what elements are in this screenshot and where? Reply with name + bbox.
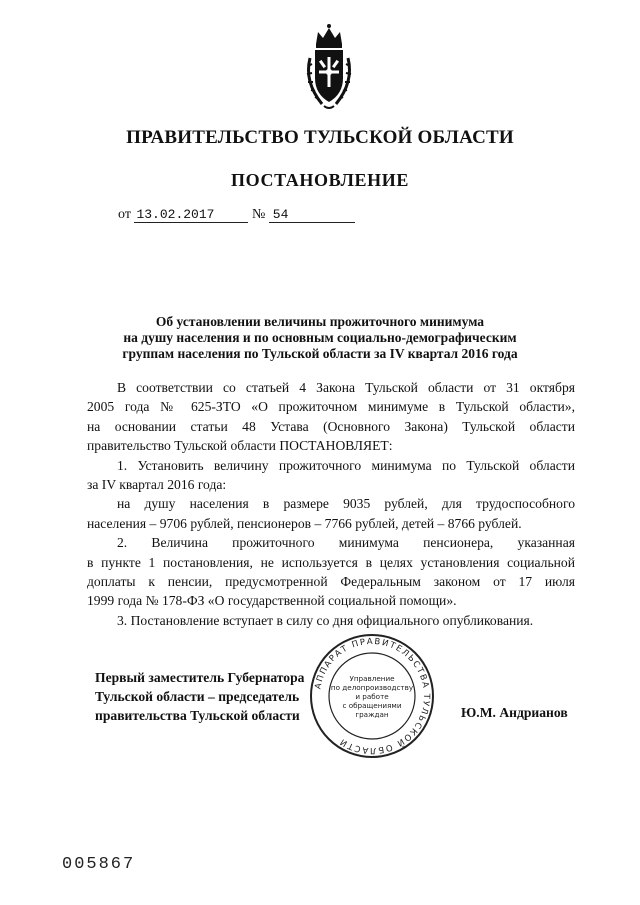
body-line: правительство Тульской области ПОСТАНОВЛЯЕТ:: [87, 438, 393, 454]
coat-of-arms-icon: [302, 22, 356, 110]
body-line: населения – 9706 рублей, пенсионеров – 7766 рублей, детей – 8766 рублей.: [87, 515, 522, 531]
heading-line: Об установлении величины прожиточного минимума: [155, 314, 485, 329]
stamp-line: граждан: [355, 710, 389, 719]
document-heading: [60, 314, 580, 362]
body-line: за IV квартал 2016 года:: [87, 477, 227, 493]
signatory-title-line: Тульской области – председатель: [95, 689, 300, 704]
body-line: 1999 года № 178-ФЗ «О государственной социальной помощи».: [87, 593, 457, 609]
body-line: в пункте 1 постановления, не используется в целях установления социальной: [87, 554, 575, 570]
document-body: [87, 378, 575, 630]
date-prefix: от: [118, 207, 131, 222]
serial-number: 005867: [62, 855, 136, 874]
number-prefix: №: [251, 207, 266, 222]
organization-title: ПРАВИТЕЛЬСТВО ТУЛЬСКОЙ ОБЛАСТИ: [126, 127, 514, 148]
signatory-title: [95, 668, 304, 725]
heading-line: группам населения по Тульской области за IV квартал 2016 года: [122, 346, 518, 361]
stamp-line: и работе: [355, 692, 389, 701]
stamp-line: с обращениями: [342, 701, 402, 710]
body-line: 2005 года № 625-ЗТО «О прожиточном минимуме в Тульской области»,: [87, 399, 575, 415]
heading-line: на душу населения и по основным социально-демографическим: [123, 330, 517, 345]
body-line: 1. Установить величину прожиточного минимума по Тульской области: [117, 457, 575, 473]
body-line: В соответствии со статьей 4 Закона Тульской области от 31 октября: [117, 380, 575, 395]
date-number-line: [118, 207, 355, 223]
body-line: 2. Величина прожиточного минимума пенсионера, указанная: [117, 535, 575, 551]
stamp-inner-text: [330, 674, 414, 719]
document-date: 13.02.2017: [134, 207, 248, 223]
body-line: доплаты к пенсии, предусмотренной Федеральным законом от 17 июля: [87, 574, 575, 590]
signatory-title-line: правительства Тульской области: [95, 708, 300, 723]
document-type: ПОСТАНОВЛЕНИЕ: [231, 170, 409, 190]
stamp-line: Управление: [349, 674, 395, 683]
document-number: 54: [269, 207, 355, 223]
signatory-title-line: Первый заместитель Губернатора: [95, 670, 305, 685]
signatory-name: Ю.М. Андрианов: [461, 705, 568, 720]
body-line: 3. Постановление вступает в силу со дня официального опубликования.: [117, 612, 534, 628]
stamp-line: по делопроизводству: [330, 683, 414, 692]
body-line: на основании статьи 48 Устава (Основного Закона) Тульской области: [87, 418, 575, 434]
body-line: на душу населения в размере 9035 рублей, для трудоспособного: [117, 496, 575, 512]
stamp-ring-text: АППАРАТ ПРАВИТЕЛЬСТВА ТУЛЬСКОЙ ОБЛАСТИ: [313, 636, 432, 756]
